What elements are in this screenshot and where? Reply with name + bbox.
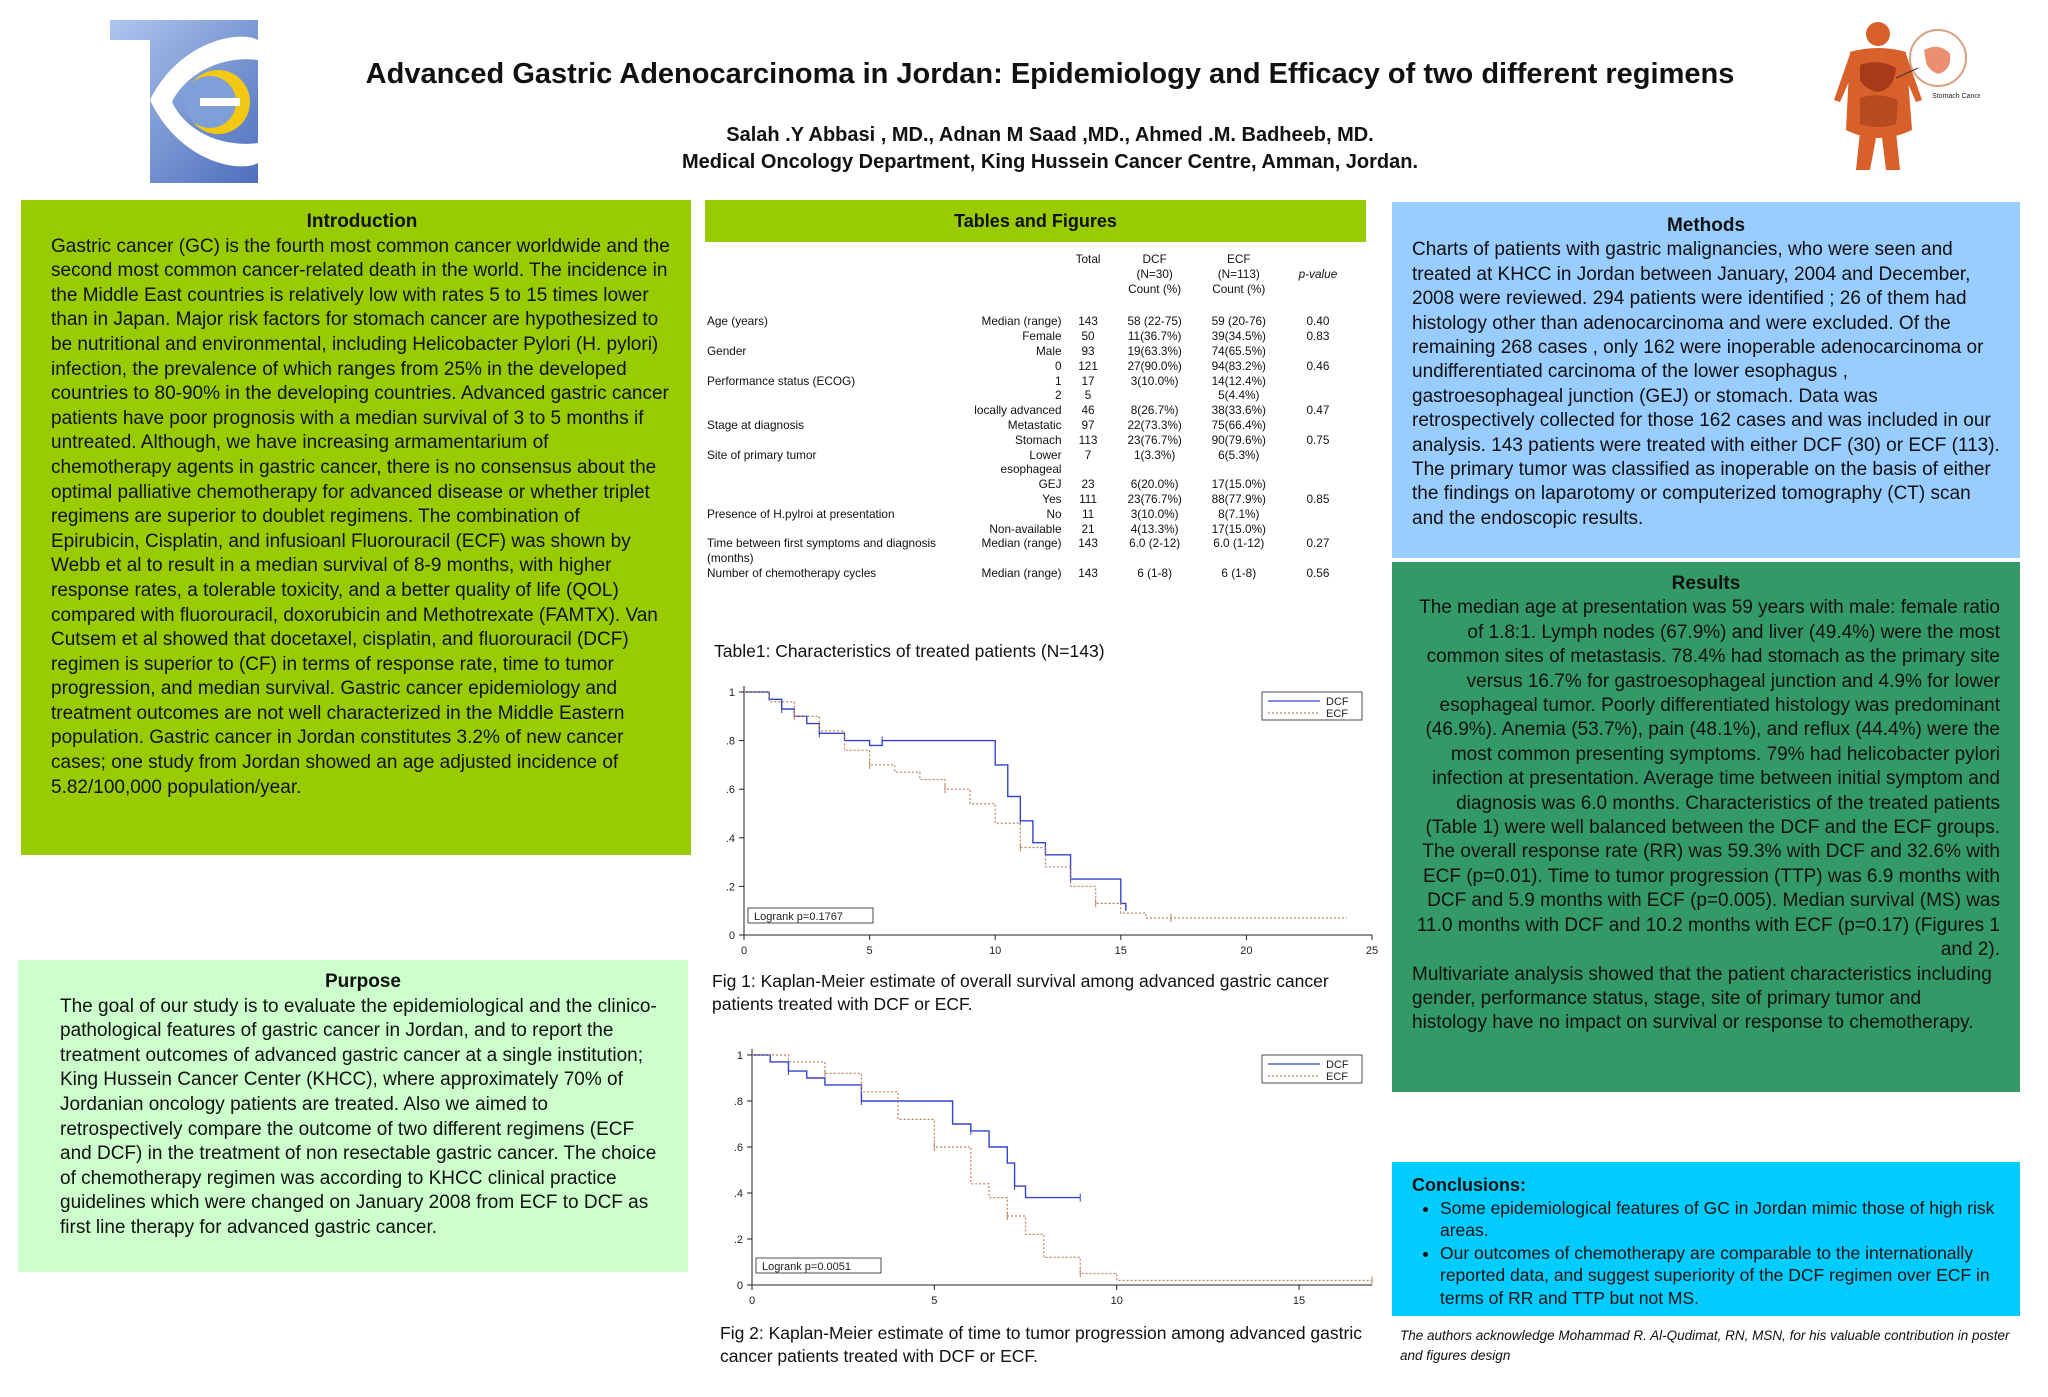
table-row <box>705 448 1355 478</box>
table-cell: 6(5.3%) <box>1218 447 1260 462</box>
table-cell: Median (range) <box>981 314 1062 329</box>
introduction-heading: Introduction <box>306 211 418 232</box>
table-cell: Female <box>1022 329 1062 344</box>
table-cell: 19(63.3%) <box>1127 343 1182 358</box>
table-cell <box>705 359 964 374</box>
conclusions-list <box>1412 1197 2000 1310</box>
table-cell: 0.47 <box>1306 403 1330 418</box>
table-cell <box>1281 374 1355 389</box>
table-cell: Lower esophageal <box>1000 447 1062 477</box>
table-cell: 39(34.5%) <box>1211 329 1266 344</box>
characteristics-table <box>705 252 1355 581</box>
results-text: The median age at presentation was 59 years with male: female ratio of 1.8:1. Lymph nodes (67.9%) and liver (49.4%) were the most common sites of metastasis. 78.4% had stomach as the primary site versus 16.7% for gastroesophageal junction and 4.9% for lower esophageal tumor. Poorly differentiated histology was predominant (46.9%). Anemia (53.7%), pain (48.1%), and reflux (44.4%) were the most common presenting symptoms. 79% had helicobacter pylori infection at presentation. Average time between initial symptom and diagnosis was 6.0 months. Characteristics of the treated patients (Table 1) were well balanced between the DCF and the ECF groups. <box>1419 597 2000 839</box>
introduction-panel <box>21 200 691 855</box>
legend-label-dcf: DCF <box>1326 696 1349 708</box>
table-cell: Male <box>1035 343 1062 358</box>
y-tick-label: 0 <box>728 930 735 942</box>
table-cell <box>1281 522 1355 537</box>
table-cell: 1(3.3%) <box>1134 447 1176 462</box>
table-cell: Number of chemotherapy cycles <box>707 565 877 580</box>
x-tick-label: 0 <box>740 945 748 957</box>
col-pvalue: p-value <box>1298 266 1338 281</box>
fig1-caption: Fig 1: Kaplan-Meier estimate of overall survival among advanced gastric cancer patients treated with DCF or ECF. <box>712 971 1329 1014</box>
table-header-row <box>705 252 1355 296</box>
conclusion-item: • Some epidemiological features of GC in Jordan mimic those of high risk areas. <box>1440 1197 2000 1242</box>
table-cell: locally advanced <box>974 403 1062 418</box>
table-cell: 0.85 <box>1306 491 1330 506</box>
col-total: Total <box>1075 252 1101 266</box>
x-tick-label: 0 <box>748 1295 756 1307</box>
table-cell: 8(26.7%) <box>1130 403 1179 418</box>
table-cell <box>1281 448 1355 478</box>
methods-heading: Methods <box>1666 215 1746 236</box>
table-cell: 11 <box>1081 506 1095 521</box>
x-tick-label: 10 <box>1110 1295 1123 1307</box>
table-cell: 143 <box>1078 536 1098 551</box>
table-cell: Presence of H.pylroi at presentation <box>707 506 895 521</box>
purpose-heading: Purpose <box>324 971 402 992</box>
khcc-logo <box>110 20 258 183</box>
table-cell: 113 <box>1078 432 1098 447</box>
table-cell <box>705 329 964 344</box>
table-cell: Non-available <box>989 521 1062 536</box>
results-text-3: Multivariate analysis showed that the patient characteristics including gender, performance status, stage, site of primary tumor and histology have no impact on survival or response to chemotherapy. <box>1412 963 1992 1034</box>
legend-label-ecf: ECF <box>1326 1071 1348 1083</box>
y-tick-label: .8 <box>725 735 735 748</box>
table-caption: Table1: Characteristics of treated patients (N=143) <box>714 641 1105 661</box>
table-cell: 0.56 <box>1306 565 1330 580</box>
table-cell: Yes <box>1042 491 1062 506</box>
x-tick-label: 10 <box>989 945 1002 957</box>
table-cell <box>705 492 964 507</box>
table-cell: Time between first symptoms and diagnosis (months) <box>707 536 937 566</box>
table-cell: 8(7.1%) <box>1218 506 1260 521</box>
table-cell: Performance status (ECOG) <box>707 373 856 388</box>
table-row <box>705 566 1355 581</box>
table-cell: 0.46 <box>1306 358 1330 373</box>
table-cell: 90(79.6%) <box>1211 432 1266 447</box>
legend-label-dcf: DCF <box>1326 1059 1349 1071</box>
table-cell <box>705 433 964 448</box>
table-cell: 2 <box>1054 388 1062 403</box>
km-progression-chart <box>700 1040 1380 1315</box>
table-cell: 14(12.4%) <box>1211 373 1266 388</box>
table-cell: 0.83 <box>1306 329 1330 344</box>
table-cell: 6.0 (2-12) <box>1129 536 1181 551</box>
results-text-2: The overall response rate (RR) was 59.3% with DCF and 32.6% with ECF (p=0.01). Time to tumor progression (TTP) was 6.9 months with DCF and 5.9 months with ECF (p=0.005). Median survival (MS) was 11.0 months with DCF and 10.2 months with ECF (p=0.17) (Figures 1 and 2). <box>1416 841 2000 961</box>
introduction-text: Gastric cancer (GC) is the fourth most common cancer worldwide and the second most common cancer-related death in the world. The incidence in the Middle East countries is relatively low with rates 5 to 15 times lower than in Japan. Major risk factors for stomach cancer are hypothesized to be nutritional and environmental, including Helicobacter Pylori (H. pylori) infection, the prevalence of which ranges from 25% in the developed countries to 80-90% in the developing countries. Advanced gastric cancer patients have poor prognosis with a median survival of 3 to 5 months if untreated. Although, we have increasing armamentarium of chemotherapy agents in gastric cancer, there is no consensus about the optimal palliative chemotherapy for advanced disease or whether triplet regimens are superior to doublet regimens. The combination of Epirubicin, Cisplatin, and infusioanl Fluorouracil (ECF) was shown by Webb et al to result in a median survival of 8-9 months, with higher response rates, a tolerable toxicity, and a better quality of life (QOL) compared with fluorouracil, doxorubicin and Methotrexate (FAMTX). Van Cutsem et al showed that docetaxel, cisplatin, and fluorouracil (DCF) regimen is superior to (CF) in terms of response rate, time to tumor progression, and median survival. Gastric cancer epidemiology and treatment outcomes are not well characterized in the Middle Eastern population. Gastric cancer in Jordan constitutes 3.2% of new cancer cases; one study from Jordan showed an age adjusted incidence of 5.82/100,000 population/year. <box>51 235 670 798</box>
methods-text-2: The primary tumor was classified as inoperable on the basis of either the findings on laparotomy or computerized tomography (CT) scan and the endoscopic results. <box>1412 459 1991 529</box>
table-row <box>705 433 1355 448</box>
results-heading: Results <box>1671 573 1741 594</box>
table-row <box>705 492 1355 507</box>
results-panel <box>1392 562 2020 1092</box>
y-tick-label: .2 <box>733 1234 743 1246</box>
y-tick-label: 1 <box>736 1050 743 1062</box>
table-cell: Stomach <box>1014 432 1062 447</box>
table-row <box>705 522 1355 537</box>
table-row <box>705 507 1355 522</box>
table-cell: 6 (1-8) <box>1221 565 1257 580</box>
table-row <box>705 374 1355 389</box>
purpose-panel <box>18 960 688 1272</box>
table-cell: 1 <box>1054 373 1062 388</box>
col-dcf: DCF (N=30) Count (%) <box>1128 252 1182 296</box>
table-cell: 121 <box>1078 358 1098 373</box>
poster-title: Advanced Gastric Adenocarcinoma in Jordan: Epidemiology and Efficacy of two different regimens <box>365 58 1735 90</box>
table-cell: 17 <box>1081 373 1095 388</box>
y-tick-label: .8 <box>733 1096 743 1108</box>
table-cell <box>705 522 964 537</box>
table-cell: 17(15.0%) <box>1211 521 1266 536</box>
affiliation: Medical Oncology Department, King Hussein Cancer Centre, Amman, Jordan. <box>681 151 1419 173</box>
legend-label-ecf: ECF <box>1326 708 1348 720</box>
table-cell: 11(36.7%) <box>1127 329 1182 344</box>
logrank-annotation: Logrank p=0.0051 <box>762 1261 851 1273</box>
table-cell: 46 <box>1081 403 1095 418</box>
methods-panel <box>1392 202 2020 558</box>
table-cell: 97 <box>1081 417 1095 432</box>
x-tick-label: 15 <box>1292 1295 1306 1307</box>
table-cell: 21 <box>1081 521 1095 536</box>
dcf-curve <box>752 1055 1080 1198</box>
table-row <box>705 314 1355 329</box>
table-cell: 5(4.4%) <box>1218 388 1260 403</box>
x-tick-label: 20 <box>1240 945 1253 957</box>
dcf-curve <box>744 692 1126 911</box>
table-cell: Gender <box>707 343 747 358</box>
table-cell: 58 (22-75) <box>1127 314 1182 329</box>
authors: Salah .Y Abbasi , MD., Adnan M Saad ,MD., Ahmed .M. Badheeb, MD. <box>726 124 1374 146</box>
conclusions-heading: Conclusions: <box>1412 1175 1527 1195</box>
table-cell <box>705 403 964 418</box>
y-tick-label: .6 <box>733 1142 743 1154</box>
purpose-text: The goal of our study is to evaluate the epidemiological and the clinico-pathological features of gastric cancer in Jordan, and to report the treatment outcomes of advanced gastric cancer at a single institution; King Hussein Cancer Center (KHCC), where approximately 70% of Jordanian oncology patients are treated. Also we aimed to retrospectively compare the outcome of two different regimens (ECF and DCF) in the treatment of non resectable gastric cancer. The choice of chemotherapy regimen was according to KHCC clinical practice guidelines which were changed on January 2008 from ECF to DCF as first line therapy for advanced gastric cancer. <box>60 995 657 1238</box>
table-row <box>705 418 1355 433</box>
methods-text: Charts of patients with gastric malignancies, who were seen and treated at KHCC in Jordan between January, 2004 and December, 2008 were reviewed. 294 patients were identified ; 26 of them had histology other than adenocarcinoma and were excluded. Of the remaining 268 cases , only 162 were inoperable adenocarcinoma or undifferentiated carcinoma of the lower esophagus , gastroesophageal junction (GEJ) or stomach. Data was retrospectively collected for those 162 cases and was included in our analysis. 143 patients were treated with either DCF (30) or ECF (113). <box>1412 239 2000 456</box>
table-cell: 93 <box>1081 343 1095 358</box>
conclusions-panel <box>1392 1162 2020 1316</box>
table-cell: 27(90.0%) <box>1127 358 1182 373</box>
table-cell: Age (years) <box>707 314 768 329</box>
table-cell: 4(13.3%) <box>1130 521 1179 536</box>
col-ecf: ECF (N=113) Count (%) <box>1212 252 1266 296</box>
fig2-caption: Fig 2: Kaplan-Meier estimate of time to tumor progression among advanced gastric cancer patients treated with DCF or ECF. <box>720 1323 1362 1366</box>
table-row <box>705 329 1355 344</box>
y-tick-label: 0 <box>736 1280 743 1292</box>
table-cell: 74(65.5%) <box>1211 343 1266 358</box>
table-cell: 75(66.4%) <box>1211 417 1266 432</box>
table-cell: Site of primary tumor <box>707 447 817 462</box>
y-tick-label: .4 <box>725 832 735 845</box>
table-cell: 5 <box>1084 388 1092 403</box>
table-row <box>705 388 1355 403</box>
author-block <box>300 122 1800 176</box>
ecf-curve <box>752 1055 1372 1280</box>
table-cell: 38(33.6%) <box>1211 403 1266 418</box>
table-row <box>705 344 1355 359</box>
tables-heading: Tables and Figures <box>705 200 1366 242</box>
table-cell: Stage at diagnosis <box>707 417 805 432</box>
table-cell <box>705 388 964 403</box>
table-cell <box>1281 344 1355 359</box>
table-cell: 3(10.0%) <box>1130 506 1179 521</box>
table-cell: Median (range) <box>981 536 1062 551</box>
y-tick-label: .6 <box>725 784 735 797</box>
table-cell: Metastatic <box>1007 417 1062 432</box>
table-row <box>705 477 1355 492</box>
table-cell: 7 <box>1084 447 1092 462</box>
y-tick-label: 1 <box>728 687 735 699</box>
table-cell <box>1113 388 1197 403</box>
table-cell <box>705 477 964 492</box>
table-cell: 94(83.2%) <box>1211 358 1266 373</box>
table-cell: 23(76.7%) <box>1127 432 1182 447</box>
table-cell: 0.40 <box>1306 314 1330 329</box>
table-cell: 3(10.0%) <box>1130 373 1179 388</box>
x-tick-label: 25 <box>1365 945 1379 957</box>
table-cell: No <box>1046 506 1062 521</box>
acknowledgement: The authors acknowledge Mohammad R. Al-Qudimat, RN, MSN, for his valuable contribution in poster and figures design <box>1400 1328 2010 1363</box>
table-cell: 143 <box>1078 314 1098 329</box>
table-cell <box>1281 477 1355 492</box>
table-cell: 111 <box>1079 491 1098 506</box>
table-cell: 6 (1-8) <box>1137 565 1173 580</box>
table-cell: 23(76.7%) <box>1127 491 1182 506</box>
table-cell: 143 <box>1078 565 1098 580</box>
km-overall-survival-chart <box>700 680 1380 965</box>
logrank-annotation: Logrank p=0.1767 <box>754 911 843 923</box>
table-cell: 17(15.0%) <box>1211 477 1266 492</box>
x-tick-label: 15 <box>1114 945 1127 957</box>
table-cell: 6.0 (1-12) <box>1213 536 1265 551</box>
table-cell: 6(20.0%) <box>1130 477 1179 492</box>
table-cell: 88(77.9%) <box>1211 491 1266 506</box>
stomach-label: Stomach Cancer <box>1932 93 1980 100</box>
table-row <box>705 359 1355 374</box>
table-cell: 0.75 <box>1306 432 1330 447</box>
ecf-curve <box>744 692 1347 918</box>
table-cell: 0.27 <box>1306 536 1330 551</box>
table-cell: Median (range) <box>981 565 1062 580</box>
table-cell <box>1281 418 1355 433</box>
table-row <box>705 403 1355 418</box>
table-cell: 0 <box>1054 358 1062 373</box>
x-tick-label: 5 <box>866 945 873 957</box>
table-cell: 22(73.3%) <box>1127 417 1182 432</box>
table-cell: 50 <box>1081 329 1095 344</box>
y-tick-label: .4 <box>733 1188 743 1200</box>
y-tick-label: .2 <box>725 881 735 894</box>
x-tick-label: 5 <box>931 1295 938 1307</box>
table-cell <box>1281 507 1355 522</box>
table-row <box>705 536 1355 566</box>
stomach-illustration <box>1820 20 1980 170</box>
table-cell: GEJ <box>1038 477 1062 492</box>
conclusion-item: • Our outcomes of chemotherapy are comparable to the internationally reported data, and suggest superiority of the DCF regimen over ECF in terms of RR and TTP but not MS. <box>1440 1242 2000 1310</box>
table-cell: 59 (20-76) <box>1211 314 1266 329</box>
table-cell <box>1281 388 1355 403</box>
table-cell: 23 <box>1081 477 1095 492</box>
